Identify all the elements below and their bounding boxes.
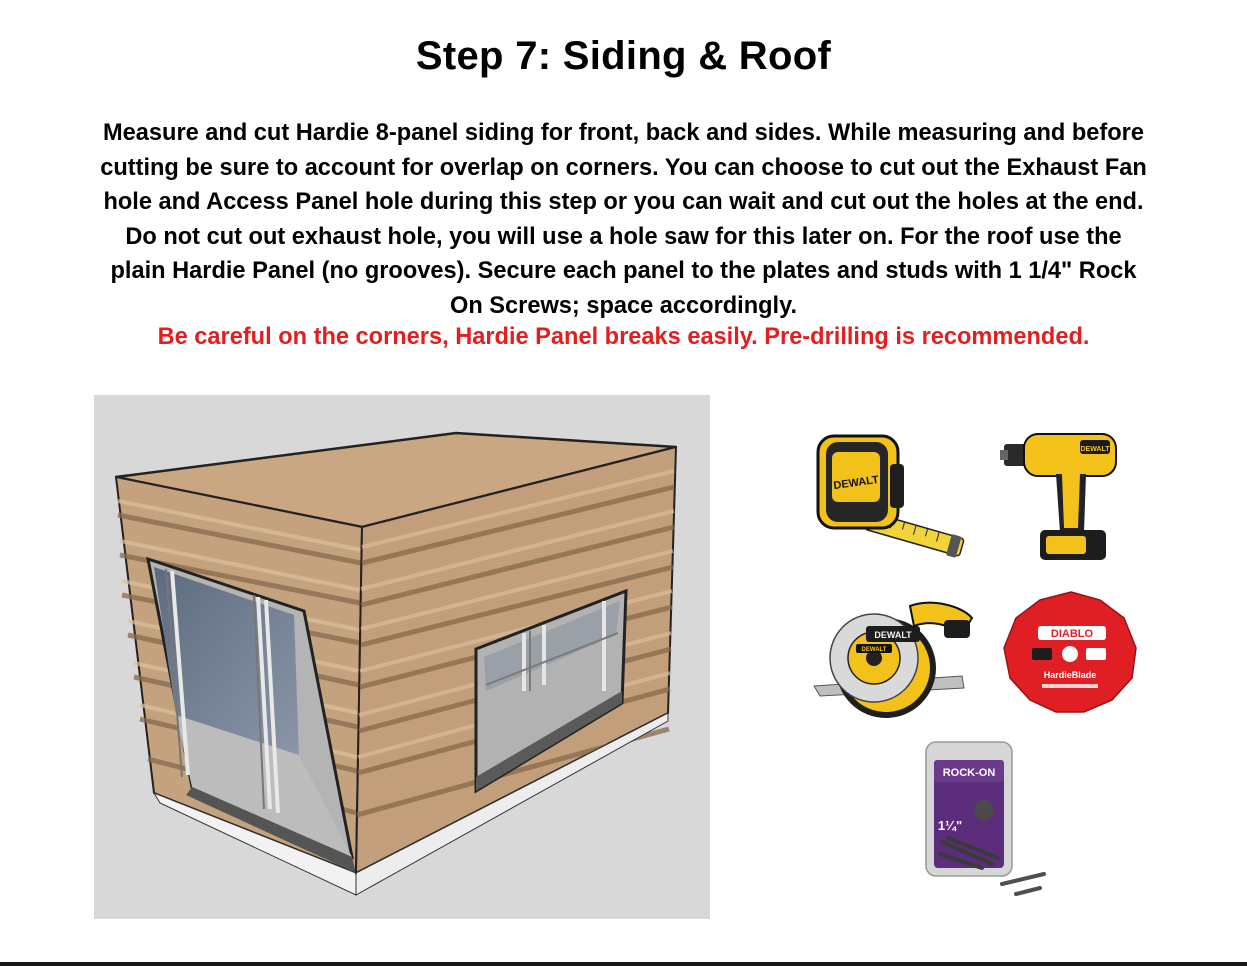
enclosure-render-image bbox=[94, 395, 710, 919]
instruction-line: cutting be sure to account for overlap on corners. You can choose to cut out the Exhaust Fan bbox=[100, 154, 1147, 181]
instruction-line: hole and Access Panel hole during this step or you can wait and cut out the holes at the end. bbox=[103, 189, 1144, 215]
drill-image bbox=[1000, 428, 1130, 576]
instruction-line: Do not cut out exhaust hole, you will use a hole saw for this later on. For the roof use the bbox=[125, 223, 1122, 250]
instruction-line: plain Hardie Panel (no grooves). Secure each panel to the plates and studs with 1 1/4" Rock bbox=[110, 258, 1137, 284]
instruction-line: On Screws; space accordingly. bbox=[449, 292, 798, 319]
tape-measure-brand: DEWALT bbox=[832, 473, 880, 493]
page-title: Step 7: Siding & Roof bbox=[415, 34, 832, 78]
tape-measure-image bbox=[812, 430, 972, 560]
blade-model: HardieBlade bbox=[1043, 670, 1097, 680]
circular-saw-image bbox=[812, 596, 978, 726]
saw-brand: DEWALT bbox=[874, 630, 912, 640]
warning-note: Be careful on the corners, Hardie Panel breaks easily. Pre-drilling is recommended. bbox=[157, 324, 1090, 350]
hardie-blade-image bbox=[1000, 590, 1142, 714]
drill-brand: DEWALT bbox=[1080, 446, 1110, 453]
rock-on-screws-image bbox=[922, 738, 1050, 898]
screws-brand: ROCK-ON bbox=[942, 767, 996, 779]
saw-badge: DEWALT bbox=[861, 647, 887, 653]
screws-size: 1¼" bbox=[937, 818, 963, 833]
instruction-line: Measure and cut Hardie 8-panel siding for front, back and sides. While measuring and before bbox=[103, 120, 1144, 146]
bottom-rule bbox=[0, 962, 1247, 966]
blade-brand: DIABLO bbox=[1050, 628, 1094, 640]
instructions-paragraph bbox=[50, 116, 1197, 323]
